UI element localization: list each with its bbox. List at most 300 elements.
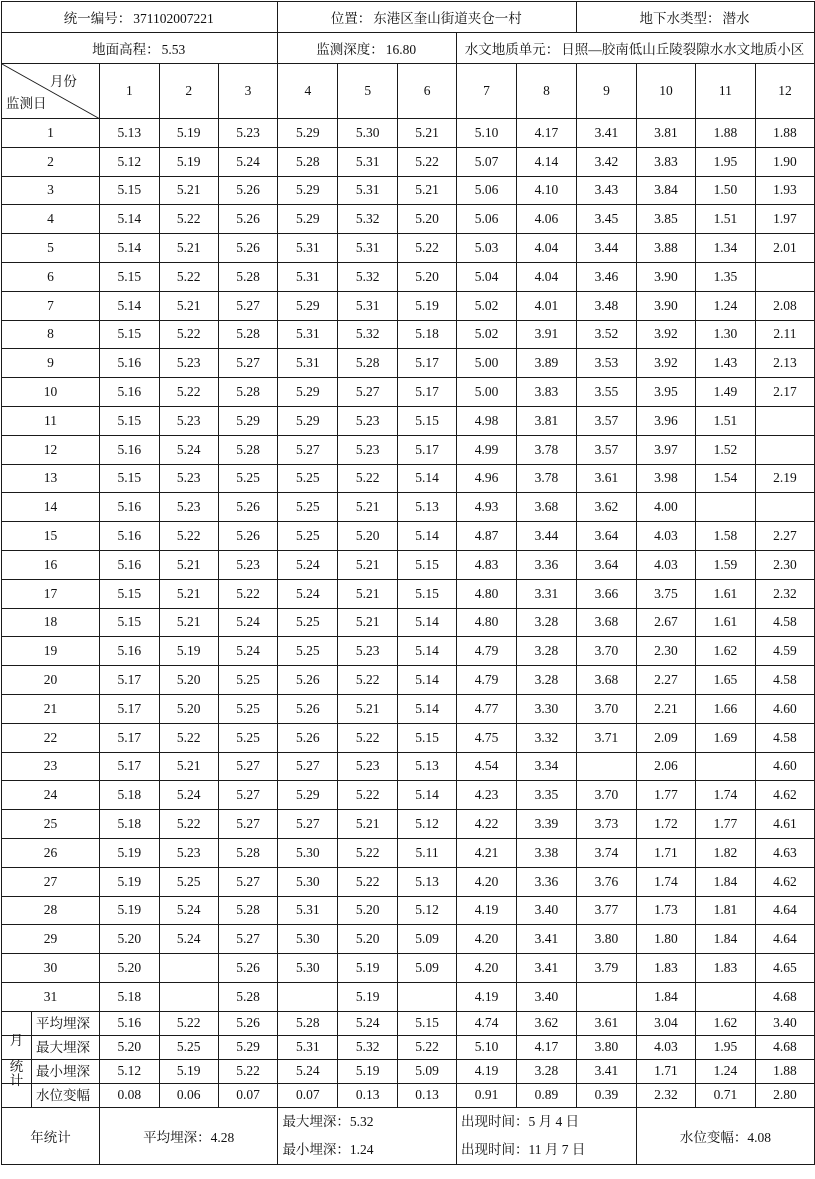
depth-cell: 5.21 xyxy=(338,608,398,637)
depth-cell: 5.24 xyxy=(278,550,338,579)
depth-cell: 4.03 xyxy=(636,522,695,551)
depth-cell: 5.20 xyxy=(99,925,159,954)
depth-cell: 5.31 xyxy=(338,234,398,263)
stat-row xyxy=(2,1059,815,1083)
depth-cell: 5.25 xyxy=(218,464,278,493)
depth-cell: 5.17 xyxy=(398,349,457,378)
depth-cell: 5.27 xyxy=(278,752,338,781)
depth-cell: 5.22 xyxy=(338,838,398,867)
depth-cell: 5.29 xyxy=(278,406,338,435)
depth-cell: 5.21 xyxy=(159,608,218,637)
depth-cell: 5.23 xyxy=(338,406,398,435)
depth-cell xyxy=(398,982,457,1011)
day-label: 12 xyxy=(2,435,100,464)
depth-cell: 5.25 xyxy=(218,666,278,695)
depth-cell: 2.32 xyxy=(755,579,814,608)
depth-cell: 3.88 xyxy=(636,234,695,263)
stat-label: 平均埋深 xyxy=(36,1015,90,1031)
stat-row xyxy=(2,1011,815,1035)
depth-cell: 5.07 xyxy=(457,147,517,176)
depth-cell: 4.10 xyxy=(517,176,577,205)
depth-cell: 5.25 xyxy=(278,493,338,522)
depth-cell: 5.30 xyxy=(278,954,338,983)
depth-cell: 5.27 xyxy=(218,291,278,320)
stat-value: 5.29 xyxy=(218,1035,278,1059)
depth-cell: 5.22 xyxy=(398,234,457,263)
depth-cell: 3.79 xyxy=(576,954,636,983)
depth-cell xyxy=(755,262,814,291)
monitoring-depth: 监测深度： 16.80 xyxy=(278,33,457,64)
depth-cell: 5.02 xyxy=(457,320,517,349)
depth-cell: 5.31 xyxy=(278,896,338,925)
depth-cell: 3.30 xyxy=(517,694,577,723)
stat-label: 最大埋深 xyxy=(36,1039,90,1055)
depth-cell: 4.80 xyxy=(457,608,517,637)
depth-cell: 1.69 xyxy=(695,723,755,752)
stat-value: 3.61 xyxy=(576,1011,636,1035)
depth-cell: 5.19 xyxy=(99,867,159,896)
stat-value: 1.62 xyxy=(695,1011,755,1035)
day-label: 16 xyxy=(2,550,100,579)
depth-cell: 5.15 xyxy=(99,579,159,608)
depth-cell: 5.10 xyxy=(457,119,517,148)
depth-cell: 5.27 xyxy=(218,349,278,378)
stat-value: 0.08 xyxy=(99,1083,159,1107)
depth-cell: 1.72 xyxy=(636,810,695,839)
day-row xyxy=(2,666,815,695)
depth-cell: 2.11 xyxy=(755,320,814,349)
depth-cell: 5.16 xyxy=(99,493,159,522)
day-label: 25 xyxy=(2,810,100,839)
depth-cell: 4.06 xyxy=(517,205,577,234)
depth-cell: 5.15 xyxy=(99,320,159,349)
depth-cell: 3.76 xyxy=(576,867,636,896)
depth-cell: 4.83 xyxy=(457,550,517,579)
depth-cell: 5.14 xyxy=(398,522,457,551)
stat-value: 5.32 xyxy=(338,1035,398,1059)
depth-cell: 1.88 xyxy=(755,119,814,148)
stat-value: 3.62 xyxy=(517,1011,577,1035)
day-label: 29 xyxy=(2,925,100,954)
depth-cell xyxy=(278,982,338,1011)
depth-cell: 4.87 xyxy=(457,522,517,551)
stat-value: 0.13 xyxy=(398,1083,457,1107)
depth-cell: 5.13 xyxy=(398,867,457,896)
depth-cell: 1.62 xyxy=(695,637,755,666)
day-row xyxy=(2,579,815,608)
depth-cell: 5.14 xyxy=(99,291,159,320)
depth-cell: 1.83 xyxy=(695,954,755,983)
month-header: 4 xyxy=(278,64,338,119)
depth-cell: 5.28 xyxy=(338,349,398,378)
stat-value: 5.10 xyxy=(457,1035,517,1059)
day-row xyxy=(2,464,815,493)
depth-cell: 5.19 xyxy=(99,838,159,867)
depth-cell: 5.15 xyxy=(99,262,159,291)
day-label: 24 xyxy=(2,781,100,810)
depth-cell: 5.27 xyxy=(278,810,338,839)
depth-cell xyxy=(695,752,755,781)
depth-cell: 4.96 xyxy=(457,464,517,493)
depth-cell: 3.52 xyxy=(576,320,636,349)
depth-cell: 5.20 xyxy=(398,205,457,234)
depth-cell: 2.27 xyxy=(755,522,814,551)
depth-cell: 5.09 xyxy=(398,925,457,954)
annual-min-time: 出现时间：11 月 7 日 xyxy=(461,1141,586,1157)
month-header: 8 xyxy=(517,64,577,119)
depth-cell: 5.24 xyxy=(218,147,278,176)
annual-extreme-times xyxy=(457,1107,637,1164)
stat-value: 5.19 xyxy=(159,1059,218,1083)
depth-cell: 5.18 xyxy=(99,810,159,839)
depth-cell: 5.21 xyxy=(159,752,218,781)
depth-cell: 4.03 xyxy=(636,550,695,579)
depth-cell: 5.17 xyxy=(99,752,159,781)
depth-cell: 5.17 xyxy=(398,435,457,464)
day-label: 18 xyxy=(2,608,100,637)
day-row xyxy=(2,522,815,551)
depth-cell: 5.28 xyxy=(218,896,278,925)
depth-cell: 4.22 xyxy=(457,810,517,839)
day-label: 5 xyxy=(2,234,100,263)
depth-cell: 5.16 xyxy=(99,522,159,551)
side-char: 统 xyxy=(9,1058,24,1074)
stat-row xyxy=(2,1035,815,1059)
depth-cell: 4.79 xyxy=(457,666,517,695)
depth-cell: 5.22 xyxy=(159,205,218,234)
month-header: 12 xyxy=(755,64,814,119)
stat-value: 0.89 xyxy=(517,1083,577,1107)
depth-cell: 4.00 xyxy=(636,493,695,522)
depth-cell: 5.26 xyxy=(218,954,278,983)
depth-cell: 5.21 xyxy=(338,694,398,723)
depth-cell: 1.77 xyxy=(695,810,755,839)
month-header: 11 xyxy=(695,64,755,119)
stat-value: 5.19 xyxy=(338,1059,398,1083)
depth-cell: 4.04 xyxy=(517,262,577,291)
depth-cell: 3.90 xyxy=(636,291,695,320)
day-row xyxy=(2,867,815,896)
month-header: 6 xyxy=(398,64,457,119)
depth-cell: 3.83 xyxy=(636,147,695,176)
depth-cell: 5.29 xyxy=(278,291,338,320)
side-char: 计 xyxy=(9,1073,24,1089)
stat-value: 5.24 xyxy=(338,1011,398,1035)
depth-cell xyxy=(159,982,218,1011)
depth-cell: 5.30 xyxy=(278,925,338,954)
depth-cell: 3.39 xyxy=(517,810,577,839)
stat-value: 1.88 xyxy=(755,1059,814,1083)
annual-max-time: 出现时间：5 月 4 日 xyxy=(461,1113,580,1129)
depth-cell: 5.06 xyxy=(457,205,517,234)
depth-cell: 1.59 xyxy=(695,550,755,579)
depth-cell: 5.14 xyxy=(398,694,457,723)
depth-cell: 3.96 xyxy=(636,406,695,435)
depth-cell: 5.26 xyxy=(218,522,278,551)
depth-cell: 4.93 xyxy=(457,493,517,522)
depth-cell: 3.74 xyxy=(576,838,636,867)
depth-cell: 3.92 xyxy=(636,349,695,378)
depth-cell: 5.23 xyxy=(338,435,398,464)
depth-cell: 1.24 xyxy=(695,291,755,320)
depth-cell: 3.70 xyxy=(576,694,636,723)
depth-cell: 1.97 xyxy=(755,205,814,234)
depth-cell: 3.81 xyxy=(636,119,695,148)
depth-cell: 1.71 xyxy=(636,838,695,867)
depth-cell: 5.29 xyxy=(278,378,338,407)
stat-value: 1.24 xyxy=(695,1059,755,1083)
depth-cell: 3.64 xyxy=(576,550,636,579)
annual-extremes xyxy=(278,1107,457,1164)
depth-cell xyxy=(755,406,814,435)
depth-cell: 5.28 xyxy=(218,378,278,407)
day-label: 3 xyxy=(2,176,100,205)
month-header: 7 xyxy=(457,64,517,119)
depth-cell: 1.84 xyxy=(636,982,695,1011)
depth-cell: 5.29 xyxy=(278,781,338,810)
depth-cell: 3.97 xyxy=(636,435,695,464)
depth-cell: 5.31 xyxy=(278,320,338,349)
month-header-row xyxy=(2,64,815,119)
depth-cell: 5.28 xyxy=(218,262,278,291)
depth-cell: 5.21 xyxy=(398,119,457,148)
depth-cell: 5.14 xyxy=(99,205,159,234)
day-label: 26 xyxy=(2,838,100,867)
depth-cell: 4.58 xyxy=(755,666,814,695)
monthly-stats-side xyxy=(2,1033,32,1074)
day-row xyxy=(2,320,815,349)
depth-cell: 4.01 xyxy=(517,291,577,320)
month-header: 2 xyxy=(159,64,218,119)
day-label: 14 xyxy=(2,493,100,522)
depth-cell: 4.04 xyxy=(517,234,577,263)
depth-cell: 5.26 xyxy=(218,234,278,263)
day-label: 21 xyxy=(2,694,100,723)
stat-label: 最小埋深 xyxy=(36,1063,90,1079)
depth-cell: 5.19 xyxy=(159,637,218,666)
depth-cell: 5.19 xyxy=(338,982,398,1011)
depth-cell: 5.26 xyxy=(278,694,338,723)
depth-cell: 4.60 xyxy=(755,694,814,723)
side-char: 月 xyxy=(9,1033,24,1049)
day-axis-label: 监测日 xyxy=(6,96,47,111)
depth-cell: 3.62 xyxy=(576,493,636,522)
depth-cell: 5.22 xyxy=(159,723,218,752)
stat-value: 5.24 xyxy=(278,1059,338,1083)
depth-cell: 3.57 xyxy=(576,406,636,435)
depth-cell: 5.24 xyxy=(159,435,218,464)
depth-cell: 5.15 xyxy=(398,550,457,579)
depth-cell: 5.30 xyxy=(338,119,398,148)
depth-cell: 5.22 xyxy=(159,810,218,839)
day-row xyxy=(2,176,815,205)
depth-cell: 4.62 xyxy=(755,867,814,896)
depth-cell: 5.13 xyxy=(398,752,457,781)
depth-cell: 3.85 xyxy=(636,205,695,234)
depth-cell: 5.16 xyxy=(99,349,159,378)
depth-cell: 5.28 xyxy=(218,982,278,1011)
hydrogeologic-unit: 水文地质单元： 日照—胶南低山丘陵裂隙水水文地质小区 xyxy=(457,33,815,64)
depth-cell: 5.14 xyxy=(398,608,457,637)
depth-cell: 5.28 xyxy=(218,435,278,464)
depth-cell: 5.16 xyxy=(99,378,159,407)
depth-cell: 3.98 xyxy=(636,464,695,493)
day-row xyxy=(2,810,815,839)
day-row xyxy=(2,234,815,263)
day-row xyxy=(2,435,815,464)
depth-cell: 5.24 xyxy=(278,579,338,608)
depth-cell: 5.21 xyxy=(338,579,398,608)
depth-cell: 5.22 xyxy=(398,147,457,176)
day-row xyxy=(2,694,815,723)
monitoring-table xyxy=(1,1,815,1165)
stat-value: 5.25 xyxy=(159,1035,218,1059)
depth-cell: 5.23 xyxy=(159,493,218,522)
depth-cell: 3.31 xyxy=(517,579,577,608)
stat-label: 水位变幅 xyxy=(36,1087,90,1103)
stat-value: 4.17 xyxy=(517,1035,577,1059)
depth-cell: 4.65 xyxy=(755,954,814,983)
month-header: 5 xyxy=(338,64,398,119)
depth-cell: 2.17 xyxy=(755,378,814,407)
stat-value: 5.22 xyxy=(218,1059,278,1083)
depth-cell: 3.28 xyxy=(517,637,577,666)
depth-cell: 4.61 xyxy=(755,810,814,839)
depth-cell: 5.15 xyxy=(398,579,457,608)
depth-cell: 1.93 xyxy=(755,176,814,205)
depth-cell xyxy=(755,493,814,522)
stat-value: 4.19 xyxy=(457,1059,517,1083)
depth-cell: 3.91 xyxy=(517,320,577,349)
depth-cell: 4.54 xyxy=(457,752,517,781)
monthly-stats-side xyxy=(2,1084,32,1107)
depth-cell: 5.17 xyxy=(99,666,159,695)
stat-value: 3.41 xyxy=(576,1059,636,1083)
stat-value: 5.28 xyxy=(278,1011,338,1035)
depth-cell xyxy=(159,954,218,983)
month-header: 1 xyxy=(99,64,159,119)
depth-cell: 5.27 xyxy=(218,810,278,839)
depth-cell: 2.08 xyxy=(755,291,814,320)
depth-cell: 5.32 xyxy=(338,262,398,291)
depth-cell: 5.14 xyxy=(99,234,159,263)
stat-value: 5.16 xyxy=(99,1011,159,1035)
depth-cell: 5.16 xyxy=(99,435,159,464)
depth-cell: 3.57 xyxy=(576,435,636,464)
depth-cell: 4.64 xyxy=(755,925,814,954)
depth-cell: 5.06 xyxy=(457,176,517,205)
day-row xyxy=(2,205,815,234)
depth-cell: 5.23 xyxy=(159,349,218,378)
depth-cell: 5.15 xyxy=(99,608,159,637)
depth-cell: 4.80 xyxy=(457,579,517,608)
depth-cell: 5.20 xyxy=(338,896,398,925)
stat-value: 1.71 xyxy=(636,1059,695,1083)
depth-cell: 5.27 xyxy=(218,925,278,954)
stat-value: 3.04 xyxy=(636,1011,695,1035)
depth-cell: 3.55 xyxy=(576,378,636,407)
depth-cell: 5.24 xyxy=(218,637,278,666)
month-header: 10 xyxy=(636,64,695,119)
depth-cell: 4.99 xyxy=(457,435,517,464)
depth-cell: 2.19 xyxy=(755,464,814,493)
depth-cell: 3.41 xyxy=(576,119,636,148)
depth-cell: 2.30 xyxy=(636,637,695,666)
depth-cell: 5.21 xyxy=(338,810,398,839)
corner-header xyxy=(2,64,100,119)
depth-cell: 5.14 xyxy=(398,637,457,666)
depth-cell: 5.31 xyxy=(338,147,398,176)
depth-cell: 5.24 xyxy=(218,608,278,637)
depth-cell: 3.68 xyxy=(576,608,636,637)
depth-cell: 5.02 xyxy=(457,291,517,320)
day-label: 9 xyxy=(2,349,100,378)
depth-cell: 1.50 xyxy=(695,176,755,205)
stat-label-cell xyxy=(2,1083,100,1107)
day-row xyxy=(2,550,815,579)
depth-cell: 3.38 xyxy=(517,838,577,867)
depth-cell: 4.20 xyxy=(457,954,517,983)
depth-cell: 5.19 xyxy=(159,147,218,176)
depth-cell: 3.75 xyxy=(636,579,695,608)
depth-cell: 5.12 xyxy=(398,810,457,839)
depth-cell: 3.61 xyxy=(576,464,636,493)
depth-cell: 5.21 xyxy=(159,579,218,608)
day-label: 13 xyxy=(2,464,100,493)
groundwater-type: 地下水类型： 潜水 xyxy=(576,2,814,33)
depth-cell: 4.63 xyxy=(755,838,814,867)
depth-cell: 5.31 xyxy=(338,291,398,320)
day-label: 17 xyxy=(2,579,100,608)
annual-average: 平均埋深：4.28 xyxy=(99,1107,278,1164)
depth-cell: 3.45 xyxy=(576,205,636,234)
depth-cell: 1.88 xyxy=(695,119,755,148)
month-header: 9 xyxy=(576,64,636,119)
depth-cell xyxy=(576,752,636,781)
depth-cell: 5.22 xyxy=(218,579,278,608)
depth-cell: 3.68 xyxy=(517,493,577,522)
depth-cell: 5.16 xyxy=(99,550,159,579)
depth-cell: 1.83 xyxy=(636,954,695,983)
day-row xyxy=(2,896,815,925)
day-row xyxy=(2,493,815,522)
depth-cell: 4.58 xyxy=(755,608,814,637)
depth-cell: 5.19 xyxy=(398,291,457,320)
depth-cell: 5.18 xyxy=(398,320,457,349)
depth-cell: 3.71 xyxy=(576,723,636,752)
day-row xyxy=(2,608,815,637)
depth-cell: 5.25 xyxy=(278,464,338,493)
depth-cell: 2.09 xyxy=(636,723,695,752)
depth-cell: 5.23 xyxy=(218,550,278,579)
depth-cell: 4.62 xyxy=(755,781,814,810)
depth-cell: 3.40 xyxy=(517,896,577,925)
depth-cell: 3.66 xyxy=(576,579,636,608)
depth-cell: 3.43 xyxy=(576,176,636,205)
annual-label: 年统计 xyxy=(2,1107,100,1164)
depth-cell: 3.68 xyxy=(576,666,636,695)
depth-cell: 4.14 xyxy=(517,147,577,176)
annual-stats-row xyxy=(2,1107,815,1164)
depth-cell: 5.12 xyxy=(398,896,457,925)
stat-value: 5.20 xyxy=(99,1035,159,1059)
day-row xyxy=(2,119,815,148)
depth-cell: 4.60 xyxy=(755,752,814,781)
depth-cell: 5.21 xyxy=(338,550,398,579)
stat-value: 0.71 xyxy=(695,1083,755,1107)
depth-cell: 5.23 xyxy=(159,464,218,493)
depth-cell: 3.78 xyxy=(517,435,577,464)
